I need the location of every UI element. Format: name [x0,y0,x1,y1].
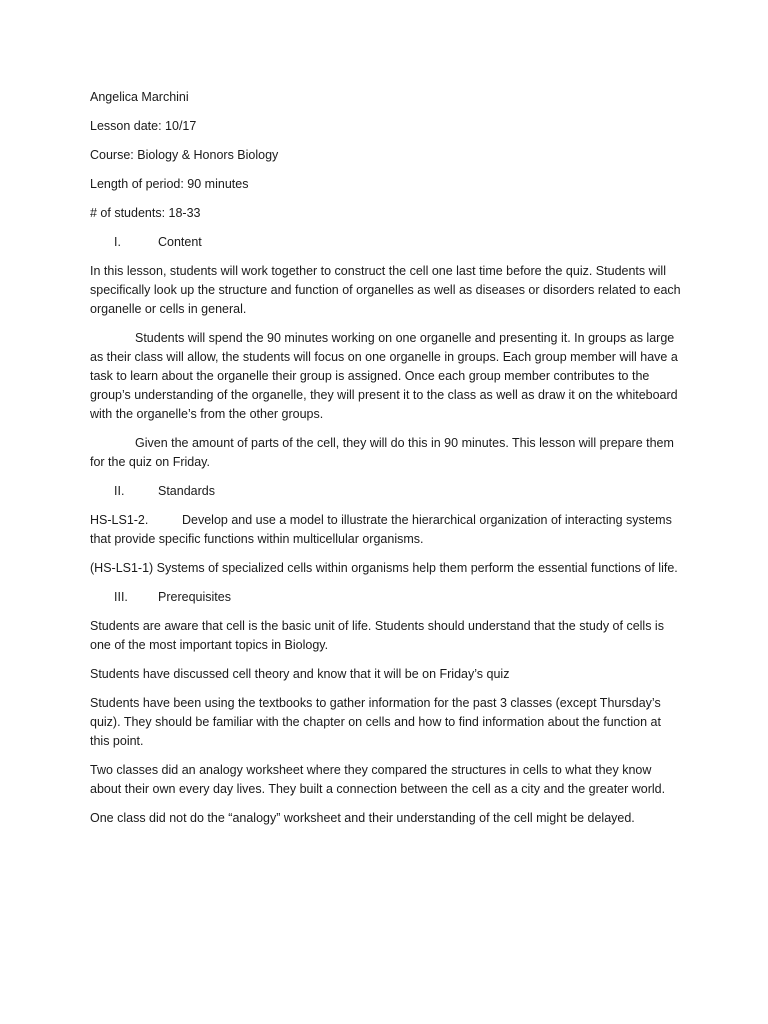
section-title: Content [158,235,202,249]
standard-item [90,511,682,549]
document-page [90,88,682,838]
prerequisite-paragraph: Students have discussed cell theory and know that it will be on Friday’s quiz [90,667,510,681]
content-paragraph: In this lesson, students will work together to construct the cell one last time before the quiz. Students will specifically look up the structure and function of organelles as well as diseases or disorders related to each organelle or cells in general. [90,264,681,316]
section-numeral: III. [114,590,128,604]
student-count: # of students: 18-33 [90,206,201,220]
section-title: Prerequisites [158,590,231,604]
content-paragraph: Students will spend the 90 minutes working on one organelle and presenting it. In groups as large as their class will allow, the students will focus on one organelle in groups. Each group member will have a task to learn about the organelle their group is assigned. Once each group member contributes to the group’s understanding of the organelle, they will present it to the class as well as draw it on the whiteboard with the organelle’s from the other groups. [90,331,678,421]
section-numeral: II. [114,484,125,498]
prerequisite-paragraph: Students have been using the textbooks to gather information for the past 3 classes (except Thursday’s quiz). They should be familiar with the chapter on cells and how to find information about the function at this point. [90,696,661,748]
lesson-date: Lesson date: 10/17 [90,119,197,133]
prerequisite-paragraph: One class did not do the “analogy” worksheet and their understanding of the cell might be delayed. [90,811,635,825]
section-title: Standards [158,484,215,498]
standard-item [90,559,682,578]
period-length: Length of period: 90 minutes [90,177,249,191]
prerequisite-paragraph: Students are aware that cell is the basic unit of life. Students should understand that the study of cells is one of the most important topics in Biology. [90,619,664,652]
section-heading-content [90,233,682,252]
section-numeral: I. [114,235,121,249]
standard-code: HS-LS1-2. [90,513,149,527]
standard-text: (HS-LS1-1) Systems of specialized cells within organisms help them perform the essential functions of life. [90,561,678,575]
prerequisite-paragraph: Two classes did an analogy worksheet where they compared the structures in cells to what they know about their own every day lives. They built a connection between the cell as a city and the greater world. [90,763,666,796]
content-paragraph: Given the amount of parts of the cell, they will do this in 90 minutes. This lesson will prepare them for the quiz on Friday. [90,436,674,469]
section-heading-standards [90,482,682,501]
course-line: Course: Biology & Honors Biology [90,148,279,162]
section-heading-prerequisites [90,588,682,607]
author-name: Angelica Marchini [90,90,189,104]
standard-text: Develop and use a model to illustrate the hierarchical organization of interacting systems that provide specific functions within multicellular organisms. [90,513,672,546]
